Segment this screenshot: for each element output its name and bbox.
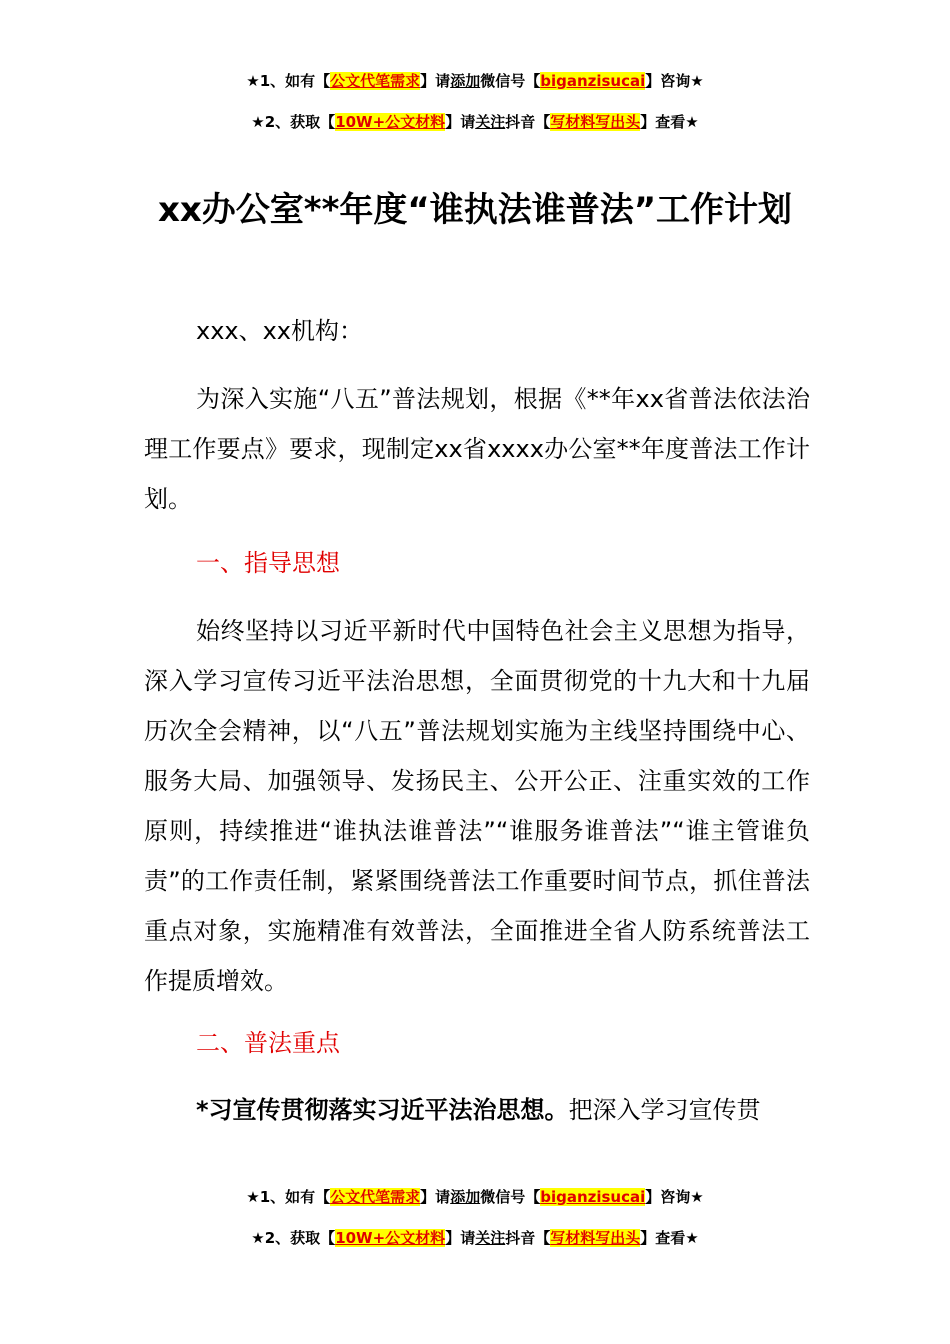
intro-paragraph: 为深入实施“八五”普法规划，根据《**年xx省普法依法治理工作要点》要求，现制定xx省xxxx办公室**年度普法工作计划。	[144, 385, 810, 513]
salutation: xxx、xx机构：	[196, 317, 364, 345]
guiding-ideology-paragraph: 始终坚持以习近平新时代中国特色社会主义思想为指导，深入学习宣传习近平法治思想，全面贯彻党的十九大和十九届历次全会精神，以“八五”普法规划实施为主线坚持围绕中心、服务大局、加强领导、发扬民主、公开公正、注重实效的工作原则，持续推进“谁执法谁普法”“谁服务谁普法”“谁主管谁负责”的工作责任制，紧紧围绕普法工作重要时间节点，抓住普法重点对象，实施精准有效普法，全面推进全省人防系统普法工作提质增效。	[144, 617, 810, 995]
key-point-lead: *习宣传贯彻落实习近平法治思想。	[196, 1096, 569, 1124]
promo-banner-top-line1: ★1、如有【公文代笔需求】请添加微信号【biganzisucai】咨询★	[246, 72, 704, 90]
promo-banner-top-line2: ★2、获取【10W+公文材料】请关注抖音【写材料写出头】查看★	[251, 113, 699, 131]
promo-banner-bottom-line2: ★2、获取【10W+公文材料】请关注抖音【写材料写出头】查看★	[251, 1229, 699, 1247]
promo-banner-bottom-line1: ★1、如有【公文代笔需求】请添加微信号【biganzisucai】咨询★	[246, 1188, 704, 1206]
section-heading-key-points: 二、普法重点	[196, 1029, 340, 1057]
document-title: xx办公室**年度“谁执法谁普法”工作计划	[157, 190, 793, 230]
section-heading-guiding-ideology: 一、指导思想	[196, 549, 340, 577]
key-points-paragraph: *习宣传贯彻落实习近平法治思想。把深入学习宣传贯	[196, 1096, 761, 1124]
